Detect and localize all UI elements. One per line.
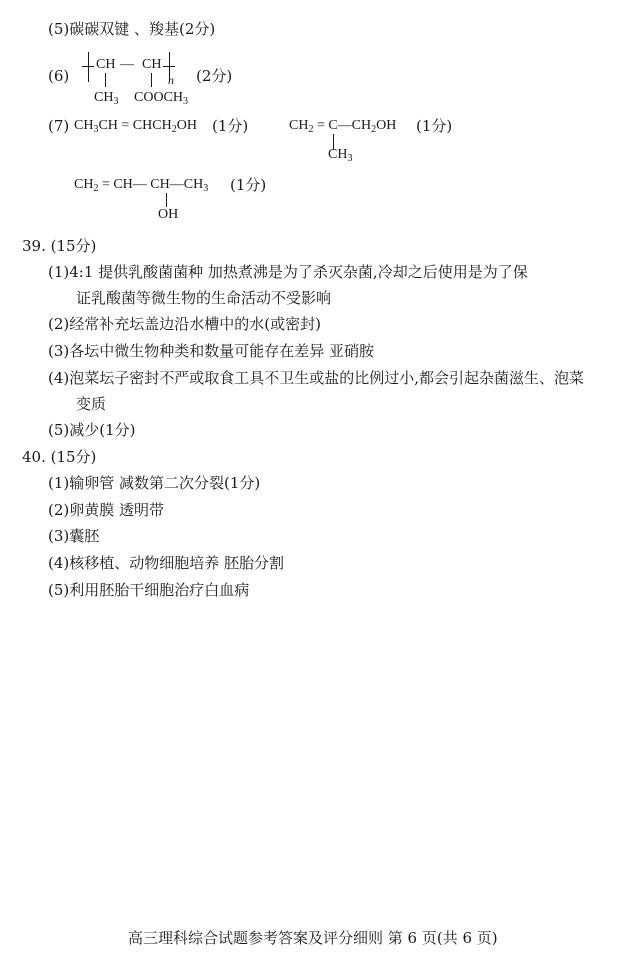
q40-line4: (4)核移植、动物细胞培养 胚胎分割 <box>48 554 285 572</box>
formula-3-branch: OH <box>158 207 179 222</box>
formula-1: $CH_3CH$ = $CHCH_2OH$ <box>74 118 197 135</box>
q39-heading: 39. (15分) <box>22 237 97 255</box>
repeat-ch-a: CH <box>96 57 116 72</box>
q40-line1: (1)输卵管 减数第二次分裂(1分) <box>48 474 261 492</box>
formula-3-score: (1分) <box>230 176 267 194</box>
page-footer: 高三理科综合试题参考答案及评分细则 第 6 页(共 6 页) <box>128 929 498 947</box>
q39-line3: (3)各坛中微生物种类和数量可能存在差异 亚硝胺 <box>48 342 375 360</box>
formula-2-score: (1分) <box>416 117 453 135</box>
q40-line3: (3)囊胚 <box>48 527 100 545</box>
q40-heading: 40. (15分) <box>22 448 97 466</box>
group-cooch3: $COOCH_3$ <box>134 90 189 107</box>
formula-1-score: (1分) <box>212 117 249 135</box>
q38-item6-score: (2分) <box>196 67 233 85</box>
bracket-left <box>88 52 89 82</box>
q39-line4: (4)泡菜坛子密封不严或取食工具不卫生或盐的比例过小,都会引起杂菌滋生、泡菜 <box>48 369 585 387</box>
group-ch3: $CH_3$ <box>94 90 119 107</box>
formula-2: $CH_2$ = $C—CH_2OH$ <box>289 118 397 135</box>
bond-cooch3 <box>151 73 152 87</box>
q40-line2: (2)卵黄膜 透明带 <box>48 501 165 519</box>
q38-item5: (5)碳碳双键 、羧基(2分) <box>48 20 216 38</box>
formula-2-branch: $CH_3$ <box>328 147 353 164</box>
formula-3: $CH_2$ = CH— $CH—CH_3$ <box>74 177 209 194</box>
q39-line1: (1)4:1 提供乳酸菌菌种 加热煮沸是为了杀灭杂菌,冷却之后使用是为了保 <box>48 263 528 281</box>
repeat-ch-b: CH <box>142 57 162 72</box>
q39-line1-cont: 证乳酸菌等微生物的生命活动不受影响 <box>76 289 332 307</box>
q39-line5: (5)减少(1分) <box>48 421 136 439</box>
q38-item6-label: (6) <box>48 67 70 85</box>
bond-left <box>82 66 94 67</box>
q39-line4-cont: 变质 <box>76 395 107 413</box>
q39-line2: (2)经常补充坛盖边沿水槽中的水(或密封) <box>48 315 321 333</box>
bond-ch3 <box>105 73 106 87</box>
q40-line5: (5)利用胚胎干细胞治疗白血病 <box>48 581 250 599</box>
repeat-n: n <box>168 73 174 87</box>
repeat-bond: — <box>120 57 134 72</box>
q38-item7-label: (7) <box>48 117 70 135</box>
